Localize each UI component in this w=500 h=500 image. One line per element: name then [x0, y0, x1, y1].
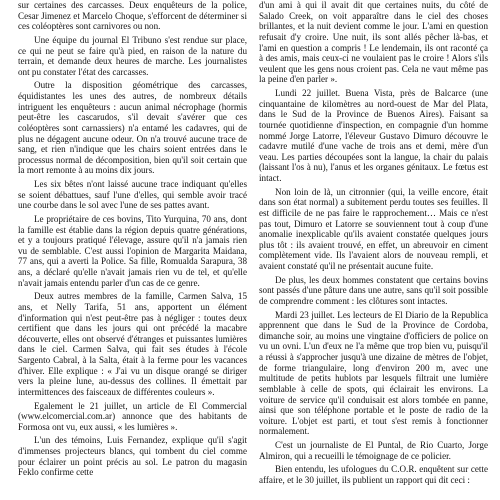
paragraph: L'un des témoins, Luis Fernandez, explique qu'il s'agit d'immenses projecteurs blancs, qui tombent du ciel comme pour éclairer un point précis au sol. Le patron du magasin Feklo confirme cette: [18, 435, 247, 478]
right-column: [259, 0, 488, 500]
paragraph: sur certaines des carcasses. Deux enquêteurs de la police, Cesar Jimenez et Marcelo Choque, s'efforcent de déterminer si ces coléoptères sont carnivores ou non.: [18, 0, 247, 32]
paragraph: Les six bêtes n'ont laissé aucune trace indiquant qu'elles se soient débattues, sauf l'une d'elles, qui semble avoir tracé une courbe dans le sol avec l'une de ses pattes avant.: [18, 179, 247, 211]
paragraph: C'est un journaliste de El Puntal, de Rio Cuarto, Jorge Almiron, qui a recueilli le témoignage de ce policier.: [259, 440, 488, 461]
paragraph: Bien entendu, les ufologues du C.O.R. enquêtent sur cette affaire, et le 30 juillet, ils publient un rapport qui dit ceci :: [259, 464, 488, 485]
paragraph: Lundi 22 juillet. Buena Vista, près de Balcarce (une cinquantaine de kilomètres au nord-ouest de Mar del Plata, dans le Sud de la Province de Buenos Aires). Faisant sa tournée quotidienne d'inspection, en compagnie d'un homme nommé Jorge Latorre, l'éleveur Gustavo Dimuro découvre le cadavre mutilé d'une vache de trois ans et demi, mère d'un veau. Les parties découpées sont la langue, la chair du palais (laissant l'os à nu), l'anus et les organes génitaux. Le fœtus est intact.: [259, 88, 488, 183]
paragraph: d'un ami à qui il avait dit que certaines nuits, du côté de Salado Creek, on voit apparaître dans le ciel des choses brillantes, et la nuit devient comme le jour. L'ami en question refusait d'y croire. Une nuit, ils sont allés pêcher là-bas, et l'ami en question a compris ! Le lendemain, ils ont raconté ça à des amis, mais ceux-ci ne voulaient pas le croire ! Alors s'ils veulent que les gens nous croient pas. Cela ne vaut même pas la peine d'en parler ».: [259, 0, 488, 85]
paragraph: Deux autres membres de la famille, Carmen Salva, 15 ans, et Nelly Tarifa, 51 ans, apportent un élément d'information qui n'est peut-être pas à négliger : toutes deux certifient que dans les jours qui ont précédé la macabre découverte, elles ont observé d'étranges et puissantes lumières dans le ciel. Carmen Salva, qui fait ses études à l'école Sargento Cabral, à la Salta, était à la ferme pour les vacances d'hiver. Elle explique : « J'ai vu un disque orangé se diriger vers la pleine lune, au-dessus des collines. Il émettait par intermittences des faisceaux de différentes couleurs ».: [18, 291, 247, 397]
paragraph: Outre la disposition géométrique des carcasses, équidistantes les unes des autres, de nombreux détails intriguent les enquêteurs : aucun animal nécrophage (hormis peut-être les cascarudos, s'il devait s'avérer que ces coléoptères sont carnassiers) n'a entamé les cadavres, qui de plus ne dégagent aucune odeur. On n'a trouvé aucune trace de sang, et rien n'indique que les chairs soient entrées dans le processus normal de décomposition, bien qu'il soit certain que la mort remonte à au moins dix jours.: [18, 80, 247, 176]
paragraph: De plus, les deux hommes constatent que certains bovins sont passés d'une pâture dans une autre, sans qu'il soit possible de comprendre comment : les clôtures sont intactes.: [259, 274, 488, 306]
paragraph: Non loin de là, un citronnier (qui, la veille encore, était dans son état normal) a subitement perdu toutes ses feuilles. Il est difficile de ne pas faire le rapprochement… Mais ce n'est pas tout, Dimuro et Latorre se souviennent tout à coup d'une anomalie inexplicable qu'ils avaient constatée quelques jours plus tôt : ils avaient trouvé, en effet, un abreuvoir en ciment complètement vide. Ils l'avaient alors de nouveau rempli, et avaient constaté qu'il ne présentait aucune fuite.: [259, 186, 488, 271]
left-column: [18, 0, 247, 500]
paragraph: Le propriétaire de ces bovins, Tito Yurquina, 70 ans, dont la famille est établie dans la région depuis quatre générations, et y a toujours pratiqué l'élevage, assure qu'il n'a jamais rien vu de semblable. C'est aussi l'opinion de Margarita Maidana, 77 ans, qui a averti la Police. Sa fille, Romualda Sarapura, 38 ans, a déclaré qu'elle n'avait jamais rien vu de tel, et qu'elle n'avait jamais entendu parler d'un cas de ce genre.: [18, 213, 247, 288]
paragraph: Une équipe du journal El Tribuno s'est rendue sur place, ce qui ne peut se faire qu'à pied, en raison de la nature du terrain, et demande deux heures de marche. Les journalistes ont pu constater l'état des carcasses.: [18, 34, 247, 77]
paragraph: Egalement le 21 juillet, un article de El Commercial (www.elcomercial.com.ar) annonce que des habitants de Formosa ont vu, eux aussi, « les lumières ».: [18, 400, 247, 432]
paragraph: Mardi 23 juillet. Les lecteurs de El Diario de la Republica apprennent que dans le Sud de la Province de Cordoba, dimanche soir, au moins une vingtaine d'officiers de police on vu un ovni. L'un d'eux ne l'a même que trop bien vu, puisqu'il a réussi à s'approcher jusqu'à une dizaine de mètres de l'objet, de forme triangulaire, long d'environ 200 m, avec une multitude de petits hublots par lesquels filtrait une lumière semblable à celle de spots, qui éclairait les environs. La voiture de service qu'il conduisait est alors tombée en panne, ainsi que son téléphone portable et le poste de radio de la voiture. L'objet est parti, et tout s'est remis à fonctionner normalement.: [259, 309, 488, 437]
